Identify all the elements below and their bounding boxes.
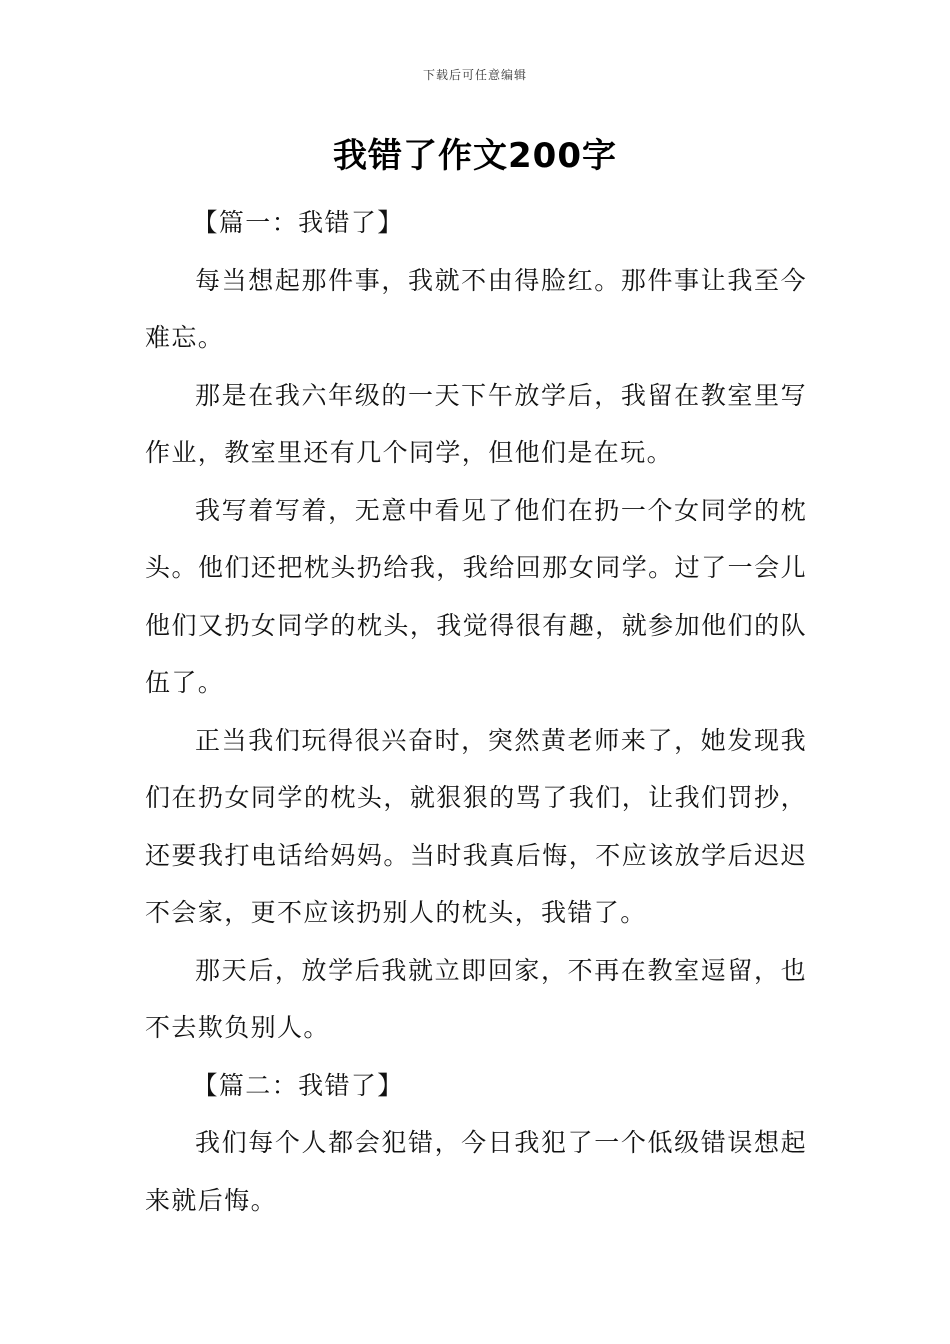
section-heading: 【篇二：我错了】 <box>192 1070 404 1100</box>
paragraph: 我们每个人都会犯错，今日我犯了一个低级错误想起来就后悔。 <box>145 1128 807 1215</box>
paragraph: 那是在我六年级的一天下午放学后，我留在教室里写作业，教室里还有几个同学，但他们是在玩。 <box>145 380 807 467</box>
page-title: 我错了作文200字 <box>333 136 617 176</box>
paragraph: 正当我们玩得很兴奋时，突然黄老师来了，她发现我们在扔女同学的枕头，就狠狠的骂了我们，让我们罚抄，还要我打电话给妈妈。当时我真后悔，不应该放学后迟迟不会家，更不应该扔别人的枕头，我错了。 <box>145 725 807 927</box>
paragraph: 那天后，放学后我就立即回家，不再在教室逗留，也不去欺负别人。 <box>145 955 807 1042</box>
section-heading: 【篇一：我错了】 <box>192 208 404 237</box>
paragraph: 我写着写着，无意中看见了他们在扔一个女同学的枕头。他们还把枕头扔给我，我给回那女同学。过了一会儿他们又扔女同学的枕头，我觉得很有趣，就参加他们的队伍了。 <box>145 495 807 697</box>
header-note: 下载后可任意编辑 <box>422 68 527 82</box>
article-body <box>145 194 807 1229</box>
paragraph: 每当想起那件事，我就不由得脸红。那件事让我至今难忘。 <box>145 265 807 352</box>
